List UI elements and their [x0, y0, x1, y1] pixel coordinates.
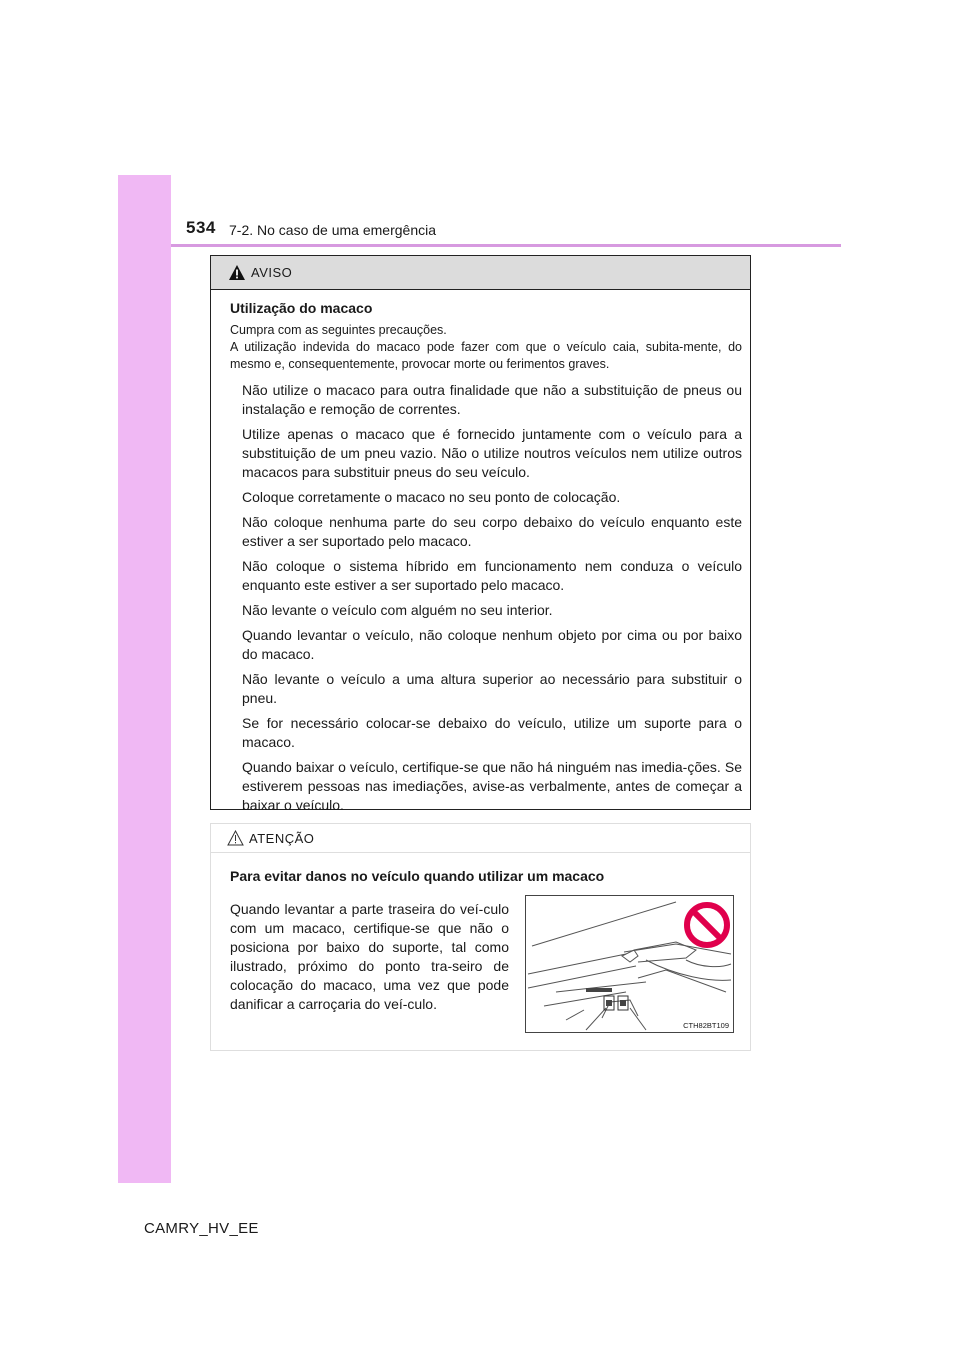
header-divider — [171, 244, 841, 247]
list-item: Não coloque o sistema híbrido em funcionamento nem conduza o veículo enquanto este estiver a ser suportado pelo macaco. — [242, 558, 742, 593]
list-item: Quando baixar o veículo, certifique-se que não há ninguém nas imedia-ções. Se estiverem pessoas nas imediações, avise-as verbalmente, antes de começar a baixar o veículo. — [242, 759, 742, 813]
attention-header — [211, 824, 750, 853]
warning-triangle-icon — [229, 265, 245, 280]
model-code: CAMRY_HV_EE — [144, 1220, 259, 1237]
list-item: Quando levantar o veículo, não coloque nenhum objeto por cima ou por baixo do macaco. — [242, 627, 742, 662]
list-item: Não levante o veículo a uma altura superior ao necessário para substituir o pneu. — [242, 671, 742, 706]
list-item: Não utilize o macaco para outra finalidade que não a substituição de pneus ou instalação e remoção de correntes. — [242, 382, 742, 417]
warning-box — [210, 255, 751, 813]
illustration-code: CTH82BT109 — [683, 1021, 729, 1030]
sidebar-tab — [118, 175, 171, 1183]
warning-intro-2: A utilização indevida do macaco pode fazer com que o veículo caia, subita-mente, do mesmo e, consequentemente, provocar morte ou ferimentos graves. — [230, 340, 742, 371]
caution-triangle-icon — [227, 830, 244, 846]
warning-body — [211, 290, 750, 815]
list-item: Coloque corretamente o macaco no seu ponto de colocação. — [242, 489, 621, 505]
warning-header — [211, 256, 750, 290]
attention-label: ATENÇÃO — [249, 830, 315, 846]
warning-list — [230, 381, 742, 815]
list-item: Não coloque nenhuma parte do seu corpo debaixo do veículo enquanto este estiver a ser suportado pelo macaco. — [242, 514, 742, 549]
section-title: 7-2. No caso de uma emergência — [229, 222, 436, 238]
warning-intro-1: Cumpra com as seguintes precauções. — [230, 323, 447, 337]
list-item: Não levante o veículo com alguém no seu interior. — [242, 602, 553, 618]
jack-placement-illustration — [525, 895, 734, 1033]
warning-label: AVISO — [251, 265, 293, 280]
list-item: Utilize apenas o macaco que é fornecido juntamente com o veículo para a substituição de um pneu vazio. Não o utilize noutros veículos nem utilize outros macacos para substituir pneus do seu veículo. — [242, 426, 742, 480]
page-number: 534 — [186, 218, 216, 237]
attention-title: Para evitar danos no veículo quando utilizar um macaco — [230, 868, 605, 884]
list-item: Se for necessário colocar-se debaixo do veículo, utilize um suporte para o macaco. — [242, 715, 742, 750]
attention-box — [210, 823, 751, 1051]
warning-subtitle: Utilização do macaco — [230, 300, 373, 316]
attention-text: Quando levantar a parte traseira do veí-culo com um macaco, certifique-se que não o posiciona por baixo do suporte, tal como ilustrado, próximo do ponto tra-seiro de colocação do macaco, uma vez que pode danificar a carroçaria do veí-culo. — [230, 901, 509, 1012]
prohibition-icon — [683, 901, 731, 949]
